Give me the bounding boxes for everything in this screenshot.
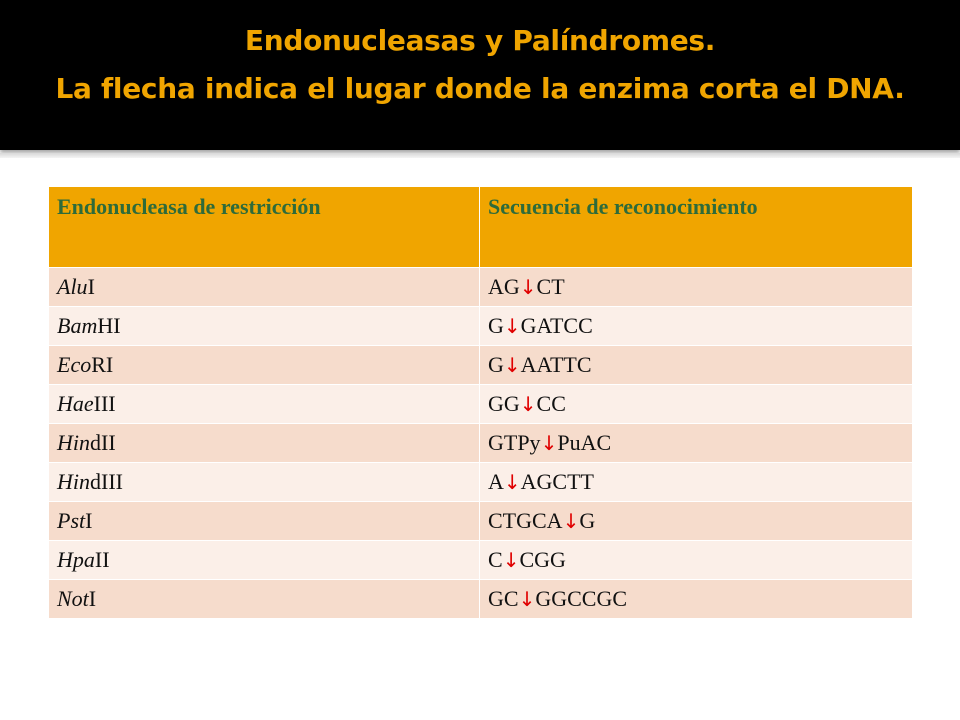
enzyme-cell xyxy=(49,346,480,385)
enzyme-genus-abbrev: Hin xyxy=(57,469,90,494)
enzyme-cell xyxy=(49,463,480,502)
enzyme-cell xyxy=(49,541,480,580)
enzyme-suffix: dII xyxy=(90,430,116,455)
table-row xyxy=(49,346,913,385)
sequence-after-cut: AGCTT xyxy=(520,469,594,494)
enzyme-genus-abbrev: Not xyxy=(57,586,89,611)
enzyme-genus-abbrev: Hae xyxy=(57,391,94,416)
table-row xyxy=(49,580,913,619)
enzyme-genus-abbrev: Hpa xyxy=(57,547,95,572)
sequence-cell xyxy=(480,463,913,502)
enzyme-genus-abbrev: Hin xyxy=(57,430,90,455)
sequence-before-cut: CTGCA xyxy=(488,508,563,533)
cut-arrow-icon: ↓ xyxy=(562,509,580,533)
enzyme-cell xyxy=(49,424,480,463)
enzyme-suffix: RI xyxy=(91,352,114,377)
enzyme-suffix: I xyxy=(88,586,97,611)
sequence-after-cut: GATCC xyxy=(520,313,593,338)
table-row xyxy=(49,385,913,424)
table-row xyxy=(49,541,913,580)
table-row xyxy=(49,463,913,502)
enzyme-suffix: III xyxy=(93,391,116,416)
enzyme-suffix: dIII xyxy=(90,469,123,494)
cut-arrow-icon: ↓ xyxy=(519,392,537,416)
cut-arrow-icon: ↓ xyxy=(540,431,558,455)
enzyme-suffix: HI xyxy=(97,313,121,338)
table-row xyxy=(49,424,913,463)
sequence-after-cut: CGG xyxy=(519,547,566,572)
sequence-after-cut: CC xyxy=(536,391,566,416)
sequence-before-cut: GC xyxy=(488,586,519,611)
sequence-after-cut: AATTC xyxy=(520,352,592,377)
sequence-cell xyxy=(480,424,913,463)
enzyme-cell xyxy=(49,307,480,346)
table-row xyxy=(49,502,913,541)
sequence-cell xyxy=(480,385,913,424)
sequence-cell xyxy=(480,307,913,346)
cut-arrow-icon: ↓ xyxy=(503,314,521,338)
cut-arrow-icon: ↓ xyxy=(502,548,520,572)
sequence-cell xyxy=(480,502,913,541)
enzyme-suffix: II xyxy=(94,547,110,572)
sequence-after-cut: CT xyxy=(536,274,565,299)
slide-subtitle: La flecha indica el lugar donde la enzima corta el DNA. xyxy=(55,72,905,105)
table-row xyxy=(49,307,913,346)
enzyme-genus-abbrev: Bam xyxy=(57,313,98,338)
enzyme-suffix: I xyxy=(87,274,95,299)
enzyme-cell xyxy=(49,580,480,619)
sequence-before-cut: G xyxy=(488,352,504,377)
sequence-before-cut: G xyxy=(488,313,504,338)
enzyme-genus-abbrev: Alu xyxy=(57,274,88,299)
cut-arrow-icon: ↓ xyxy=(519,275,537,299)
title-bar xyxy=(0,0,960,150)
cut-arrow-icon: ↓ xyxy=(503,470,521,494)
restriction-enzyme-table xyxy=(48,186,913,619)
enzyme-suffix: I xyxy=(85,508,93,533)
sequence-cell xyxy=(480,268,913,307)
header-enzyme: Endonucleasa de restricción xyxy=(49,187,480,268)
sequence-after-cut: PuAC xyxy=(557,430,612,455)
title-divider xyxy=(0,153,960,158)
enzyme-cell xyxy=(49,268,480,307)
table-header-row xyxy=(49,187,913,268)
sequence-before-cut: AG xyxy=(488,274,520,299)
cut-arrow-icon: ↓ xyxy=(518,587,536,611)
sequence-after-cut: G xyxy=(579,508,596,533)
slide-title: Endonucleasas y Palíndromes. xyxy=(244,24,716,57)
enzyme-cell xyxy=(49,385,480,424)
sequence-before-cut: C xyxy=(488,547,503,572)
sequence-before-cut: GTPy xyxy=(488,430,541,455)
table-row xyxy=(49,268,913,307)
header-sequence: Secuencia de reconocimiento xyxy=(480,187,913,268)
sequence-before-cut: GG xyxy=(488,391,520,416)
sequence-cell xyxy=(480,346,913,385)
enzyme-cell xyxy=(49,502,480,541)
sequence-cell xyxy=(480,580,913,619)
sequence-before-cut: A xyxy=(488,469,504,494)
sequence-after-cut: GGCCGC xyxy=(535,586,628,611)
cut-arrow-icon: ↓ xyxy=(503,353,521,377)
enzyme-genus-abbrev: Pst xyxy=(57,508,86,533)
sequence-cell xyxy=(480,541,913,580)
enzyme-genus-abbrev: Eco xyxy=(57,352,92,377)
